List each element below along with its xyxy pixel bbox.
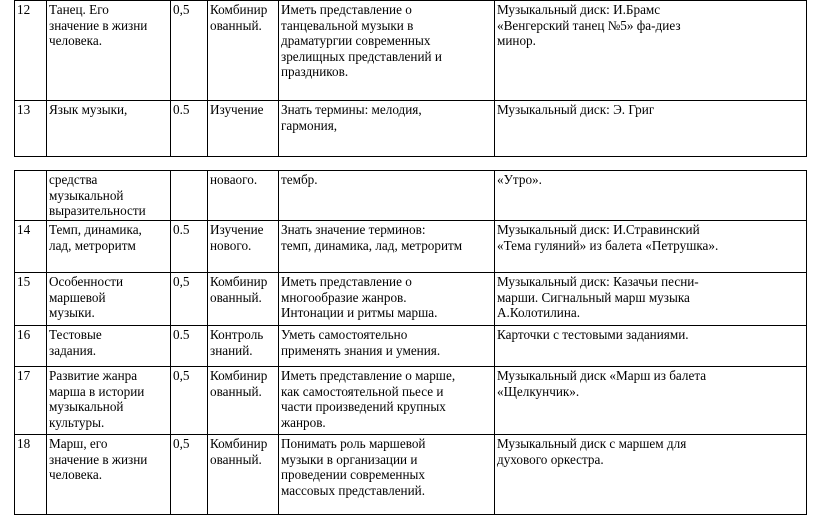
- lesson-type: новаого.: [208, 171, 279, 221]
- lesson-theme: Танец. Его значение в жизни человека.: [47, 1, 171, 101]
- lesson-content: Иметь представление о танцевальной музыки в драматургии современных зрелищных представлений и праздников.: [279, 1, 495, 101]
- lesson-material: «Утро».: [495, 171, 807, 221]
- lesson-hours: [171, 171, 208, 221]
- table-row: [15, 273, 807, 326]
- lesson-theme: Язык музыки,: [47, 101, 171, 157]
- lesson-number: 14: [15, 221, 47, 273]
- lesson-material: Музыкальный диск: И.Стравинский «Тема гуляний» из балета «Петрушка».: [495, 221, 807, 273]
- lesson-number: 15: [15, 273, 47, 326]
- lesson-number: [15, 171, 47, 221]
- lesson-material: Музыкальный диск «Марш из балета «Щелкунчик».: [495, 367, 807, 435]
- lesson-theme: средства музыкальной выразительности: [47, 171, 171, 221]
- lesson-number: 12: [15, 1, 47, 101]
- lesson-theme: Марш, его значение в жизни человека.: [47, 435, 171, 515]
- table-row: [15, 367, 807, 435]
- lesson-hours: 0,5: [171, 273, 208, 326]
- table-row: [15, 221, 807, 273]
- lesson-theme: Развитие жанра марша в истории музыкальной культуры.: [47, 367, 171, 435]
- lesson-type: Комбинир ованный.: [208, 273, 279, 326]
- lesson-number: 17: [15, 367, 47, 435]
- lesson-material: Музыкальный диск: Казачьи песни- марши. Сигнальный марш музыка А.Колотилина.: [495, 273, 807, 326]
- lesson-hours: 0,5: [171, 367, 208, 435]
- lesson-number: 18: [15, 435, 47, 515]
- lesson-material: Музыкальный диск: Э. Григ: [495, 101, 807, 157]
- lesson-hours: 0,5: [171, 435, 208, 515]
- lesson-theme: Тестовые задания.: [47, 326, 171, 367]
- lesson-content: Иметь представление о марше, как самостоятельной пьесе и части произведений крупных жанров.: [279, 367, 495, 435]
- lesson-hours: 0,5: [171, 1, 208, 101]
- lesson-material: Музыкальный диск: И.Брамс «Венгерский танец №5» фа-диез минор.: [495, 1, 807, 101]
- lesson-hours: 0.5: [171, 221, 208, 273]
- lesson-type: Комбинир ованный.: [208, 367, 279, 435]
- lesson-number: 16: [15, 326, 47, 367]
- table-row: [15, 1, 807, 101]
- lesson-material: Музыкальный диск с маршем для духового оркестра.: [495, 435, 807, 515]
- lesson-plan-table-bottom: [14, 170, 807, 515]
- lesson-content: Уметь самостоятельно применять знания и умения.: [279, 326, 495, 367]
- lesson-hours: 0.5: [171, 101, 208, 157]
- lesson-content: Иметь представление о многообразие жанров. Интонации и ритмы марша.: [279, 273, 495, 326]
- lesson-number: 13: [15, 101, 47, 157]
- lesson-content: Знать термины: мелодия, гармония,: [279, 101, 495, 157]
- table-row: [15, 101, 807, 157]
- lesson-plan-table-top: [14, 0, 807, 157]
- table-row: [15, 171, 807, 221]
- lesson-theme: Особенности маршевой музыки.: [47, 273, 171, 326]
- lesson-type: Комбинир ованный.: [208, 1, 279, 101]
- lesson-content: Знать значение терминов: темп, динамика, лад, метроритм: [279, 221, 495, 273]
- lesson-material: Карточки с тестовыми заданиями.: [495, 326, 807, 367]
- lesson-theme: Темп, динамика, лад, метроритм: [47, 221, 171, 273]
- table-row: [15, 326, 807, 367]
- lesson-type: Изучение нового.: [208, 221, 279, 273]
- lesson-content: тембр.: [279, 171, 495, 221]
- table-row: [15, 435, 807, 515]
- lesson-hours: 0.5: [171, 326, 208, 367]
- lesson-type: Комбинир ованный.: [208, 435, 279, 515]
- lesson-content: Понимать роль маршевой музыки в организации и проведении современных массовых представлений.: [279, 435, 495, 515]
- lesson-type: Контроль знаний.: [208, 326, 279, 367]
- lesson-type: Изучение: [208, 101, 279, 157]
